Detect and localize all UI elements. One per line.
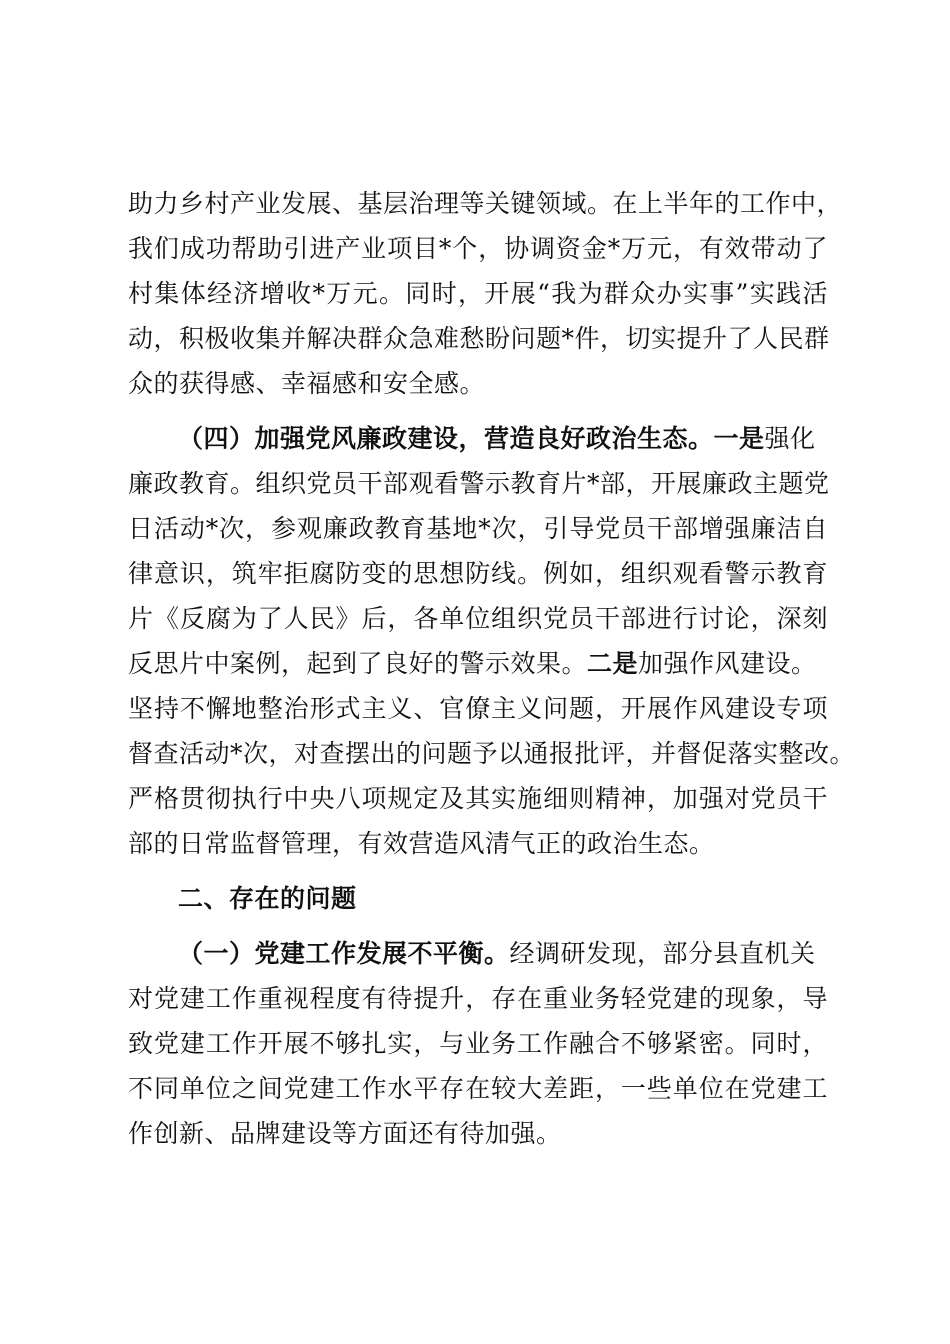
paragraph-text: 反思片中案例，起到了良好的警示效果。 xyxy=(128,649,588,678)
subsection-heading: （一）党建工作发展不平衡。 xyxy=(178,939,510,968)
paragraph-line: 坚持不懈地整治形式主义、官僚主义问题，开展作风建设专项 xyxy=(128,694,828,723)
paragraph-line: 动，积极收集并解决群众急难愁盼问题*件，切实提升了人民群 xyxy=(128,324,830,353)
paragraph-line: 律意识，筑牢拒腐防变的思想防线。例如，组织观看警示教育 xyxy=(128,559,828,588)
paragraph-line: 片《反腐为了人民》后，各单位组织党员干部进行讨论，深刻 xyxy=(128,604,828,633)
paragraph-line: 严格贯彻执行中央八项规定及其实施细则精神，加强对党员干 xyxy=(128,784,828,813)
subsection-heading: （四）加强党风廉政建设，营造良好政治生态。 xyxy=(178,424,714,453)
paragraph-line: 众的获得感、幸福感和安全感。 xyxy=(128,369,486,398)
paragraph-line: 对党建工作重视程度有待提升，存在重业务轻党建的现象，导 xyxy=(128,984,828,1013)
paragraph-line xyxy=(128,642,828,686)
paragraph-heading-line xyxy=(178,417,828,461)
paragraph-line: 我们成功帮助引进产业项目*个，协调资金*万元，有效带动了 xyxy=(128,234,828,263)
paragraph-text: 强化 xyxy=(764,424,816,453)
paragraph-line: 助力乡村产业发展、基层治理等关键领域。在上半年的工作中， xyxy=(128,189,843,218)
point-marker: 二是 xyxy=(587,649,639,678)
paragraph-heading-line xyxy=(178,932,828,976)
paragraph-line: 不同单位之间党建工作水平存在较大差距，一些单位在党建工 xyxy=(128,1074,828,1103)
paragraph-line: 致党建工作开展不够扎实，与业务工作融合不够紧密。同时， xyxy=(128,1029,828,1058)
paragraph-text: 经调研发现，部分县直机关 xyxy=(509,939,816,968)
paragraph-line: 廉政教育。组织党员干部观看警示教育片*部，开展廉政主题党 xyxy=(128,469,830,498)
section-heading: 二、存在的问题 xyxy=(178,884,357,913)
paragraph-line: 部的日常监督管理，有效营造风清气正的政治生态。 xyxy=(128,829,715,858)
paragraph-line: 日活动*次，参观廉政教育基地*次，引导党员干部增强廉洁自 xyxy=(128,514,828,543)
point-marker: 一是 xyxy=(713,424,765,453)
paragraph-line: 作创新、品牌建设等方面还有待加强。 xyxy=(128,1119,562,1148)
paragraph-text: 加强作风建设。 xyxy=(638,649,817,678)
paragraph-line: 村集体经济增收*万元。同时，开展“我为群众办实事”实践活 xyxy=(128,279,828,308)
paragraph-line: 督查活动*次，对查摆出的问题予以通报批评，并督促落实整改。 xyxy=(128,739,856,768)
